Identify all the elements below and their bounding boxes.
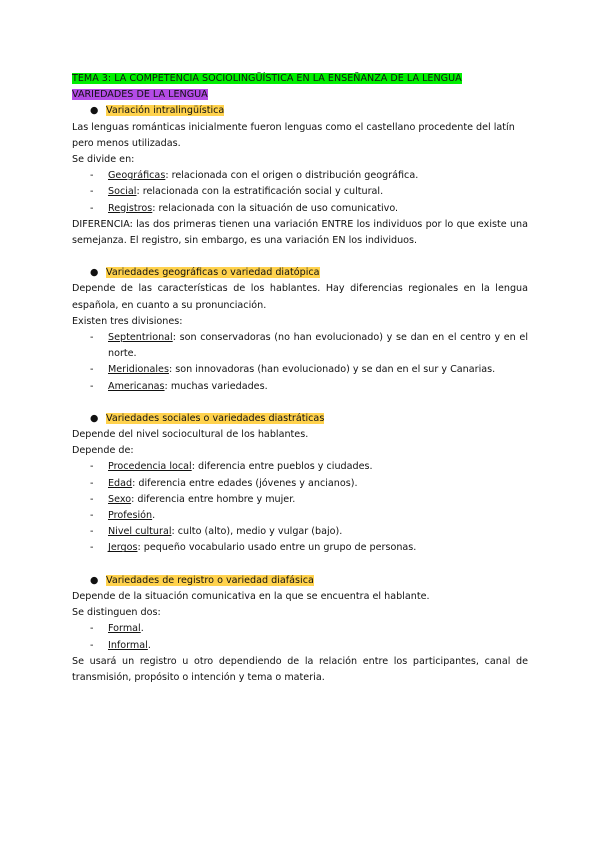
section-3-heading: ● Variedades sociales o variedades diastráticas	[90, 411, 528, 427]
title-line-2: VARIEDADES DE LA LENGUA	[72, 89, 208, 101]
section-2-divide: Existen tres divisiones:	[72, 315, 183, 327]
section-4-closing: Se usará un registro u otro dependiendo de la relación entre los participantes, canal de transmisión, propósito o intención y tema o materia.	[72, 655, 528, 683]
list-item: - Septentrional: son conservadoras (no han evolucionado) y se dan en el centro y en el norte.	[90, 332, 528, 360]
bullet-icon: ●	[90, 412, 99, 424]
bullet-icon: ●	[90, 574, 99, 586]
dash-icon: -	[90, 186, 94, 198]
list-item: - Jergos: pequeño vocabulario usado entre un grupo de personas.	[72, 540, 528, 556]
list-item: - Social: relacionada con la estratificación social y cultural.	[72, 184, 528, 200]
dash-icon: -	[90, 510, 94, 522]
list-item: - Americanas: muchas variedades.	[72, 379, 528, 395]
section-1-diferencia: DIFERENCIA: las dos primeras tienen una variación ENTRE los individuos por lo que existe una semejanza. El registro, sin embargo, es una variación EN los individuos.	[72, 218, 528, 247]
section-2-intro: Depende de las características de los hablantes. Hay diferencias regionales en la lengua española, en cuanto a su pronunciación.	[72, 283, 528, 311]
section-4-divide: Se distinguen dos:	[72, 607, 161, 619]
dash-icon: -	[90, 364, 94, 376]
list-item: - Registros: relacionada con la situación de uso comunicativo.	[72, 201, 528, 217]
document-body	[72, 71, 528, 686]
dash-icon: -	[90, 202, 94, 214]
list-item: - Formal.	[72, 621, 528, 637]
list-item: - Profesión.	[72, 508, 528, 524]
section-1-intro: Las lenguas románticas inicialmente fueron lenguas como el castellano procedente del latín pero menos utilizadas.	[72, 121, 515, 149]
dash-icon: -	[90, 639, 94, 651]
bullet-icon: ●	[90, 267, 99, 279]
dash-icon: -	[90, 170, 94, 182]
list-item: - Procedencia local: diferencia entre pueblos y ciudades.	[72, 459, 528, 475]
dash-icon: -	[90, 477, 94, 489]
dash-icon: -	[90, 623, 94, 635]
section-1-heading: ● Variación intralingüística	[90, 103, 528, 119]
list-item: - Geográficas: relacionada con el origen o distribución geográfica.	[72, 168, 528, 184]
title-line-1: TEMA 3: LA COMPETENCIA SOCIOLINGÜÍSTICA EN LA ENSEÑANZA DE LA LENGUA	[72, 73, 462, 84]
section-3-intro: Depende del nivel sociocultural de los hablantes.	[72, 429, 309, 441]
dash-icon: -	[90, 380, 94, 392]
list-item: - Meridionales: son innovadoras (han evolucionado) y se dan en el sur y Canarias.	[72, 362, 528, 378]
dash-icon: -	[90, 461, 94, 473]
bullet-icon: ●	[90, 105, 99, 117]
section-1-divide: Se divide en:	[72, 154, 135, 166]
section-3-divide: Depende de:	[72, 445, 134, 457]
dash-icon: -	[90, 493, 94, 505]
list-item: - Sexo: diferencia entre hombre y mujer.	[72, 492, 528, 508]
section-4-intro: Depende de la situación comunicativa en la que se encuentra el hablante.	[72, 590, 430, 602]
list-item: - Informal.	[72, 638, 528, 654]
dash-icon: -	[90, 332, 94, 344]
section-2-heading: ● Variedades geográficas o variedad diatópica	[90, 265, 528, 281]
dash-icon: -	[90, 526, 94, 538]
dash-icon: -	[90, 542, 94, 554]
section-4-heading: ● Variedades de registro o variedad diafásica	[90, 573, 528, 589]
list-item: - Nivel cultural: culto (alto), medio y vulgar (bajo).	[72, 524, 528, 540]
list-item: - Edad: diferencia entre edades (jóvenes y ancianos).	[72, 476, 528, 492]
